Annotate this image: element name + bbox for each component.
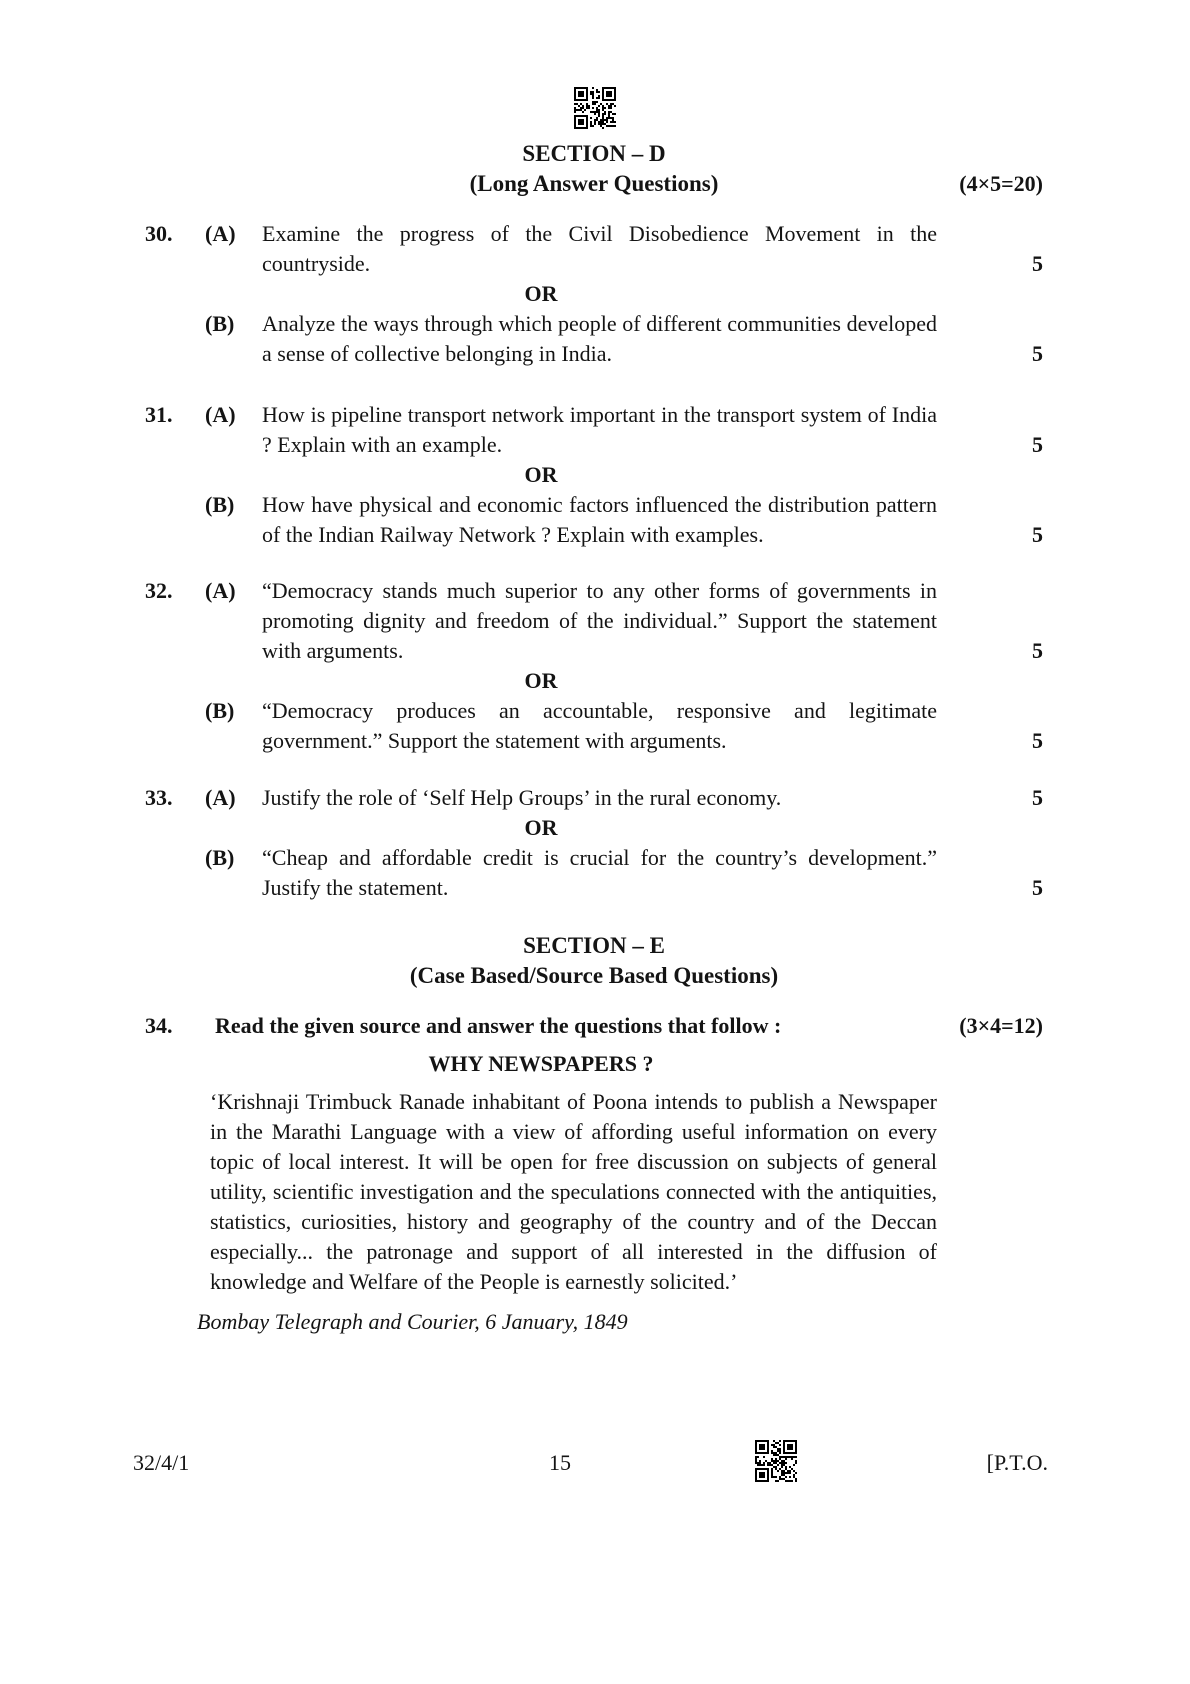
section-e-subtitle: (Case Based/Source Based Questions) [409,963,779,988]
section-d-subtitle: (Long Answer Questions) [469,171,719,196]
part-label: (A) [205,402,236,427]
question-text: How have physical and economic factors influenced the distribution pattern of the Indian Railway Network ? Explain with examples. [262,492,937,547]
question-33-part-b [145,843,1043,903]
source-passage: ‘Krishnaji Trimbuck Ranade inhabitant of Poona intends to publish a Newspaper in the Marathi Language with a view of affording useful information on every topic of local interest. It will be open for free discussion on subjects of general utility, scientific investigation and the speculations connected with the antiquities, statistics, curiosities, history and geography of the country and of the Deccan especially... the patronage and support of all interested in the diffusion of knowledge and Welfare of the People is earnestly solicited.’ [210,1089,937,1294]
or-separator: OR [524,281,558,306]
marks: 5 [1032,638,1043,663]
marks: 5 [1032,341,1043,366]
question-30-part-b [145,309,1043,369]
marks: 5 [1032,728,1043,753]
source-title: WHY NEWSPAPERS ? [428,1051,654,1076]
question-31-part-b [145,490,1043,550]
question-text: Analyze the ways through which people of different communities developed a sense of collective belonging in India. [262,311,937,366]
section-e-title: SECTION – E [523,933,665,958]
marks: 5 [1032,785,1043,810]
part-label: (B) [205,311,235,336]
question-number-spacer [145,490,205,550]
marks: 5 [1032,522,1043,547]
qr-code-footer [755,1438,797,1484]
question-number-spacer [145,696,205,756]
part-label: (A) [205,785,236,810]
question-number: 31. [145,402,173,427]
qr-code-top [574,85,616,131]
question-text: Examine the progress of the Civil Disobedience Movement in the countryside. [262,221,937,276]
question-prompt: Read the given source and answer the questions that follow : [215,1013,782,1038]
part-label: (B) [205,845,235,870]
marks: 5 [1032,432,1043,457]
question-31-part-a [145,400,1043,460]
question-number-spacer [145,843,205,903]
page-number: 15 [549,1450,571,1475]
question-text: “Democracy stands much superior to any other forms of governments in promoting dignity and freedom of the individual.” Support the statement with arguments. [262,578,937,663]
question-33-part-a [145,783,1043,813]
or-separator: OR [524,668,558,693]
part-label: (A) [205,578,236,603]
or-separator: OR [524,462,558,487]
marks: 5 [1032,875,1043,900]
question-33 [145,783,1043,903]
question-text: How is pipeline transport network important in the transport system of India ? Explain with an example. [262,402,937,457]
question-30-part-a [145,219,1043,279]
pto-label: [P.T.O. [986,1450,1048,1475]
source-citation: Bombay Telegraph and Courier, 6 January, 1849 [197,1309,628,1334]
section-d-subhead [145,169,1043,199]
marks: 5 [1032,251,1043,276]
part-label: (B) [205,492,235,517]
question-text: Justify the role of ‘Self Help Groups’ in the rural economy. [262,785,782,810]
question-number: 34. [145,1013,173,1038]
section-d-total-marks: (4×5=20) [959,171,1043,196]
question-number: 32. [145,578,173,603]
section-d-title: SECTION – D [522,141,666,166]
paper-code: 32/4/1 [133,1450,190,1475]
question-32-part-a [145,576,1043,666]
question-34 [145,1011,1043,1041]
question-32-part-b [145,696,1043,756]
marks: (3×4=12) [959,1013,1043,1038]
question-number: 30. [145,221,173,246]
part-label: (B) [205,698,235,723]
question-number-spacer [145,309,205,369]
question-32 [145,576,1043,756]
part-label: (A) [205,221,236,246]
question-number: 33. [145,785,173,810]
or-separator: OR [524,815,558,840]
question-30 [145,219,1043,369]
question-text: “Democracy produces an accountable, responsive and legitimate government.” Support the statement with arguments. [262,698,937,753]
section-e-subhead [145,961,1043,991]
page-content [145,139,1043,1337]
question-text: “Cheap and affordable credit is crucial for the country’s development.” Justify the statement. [262,845,937,900]
question-31 [145,400,1043,550]
